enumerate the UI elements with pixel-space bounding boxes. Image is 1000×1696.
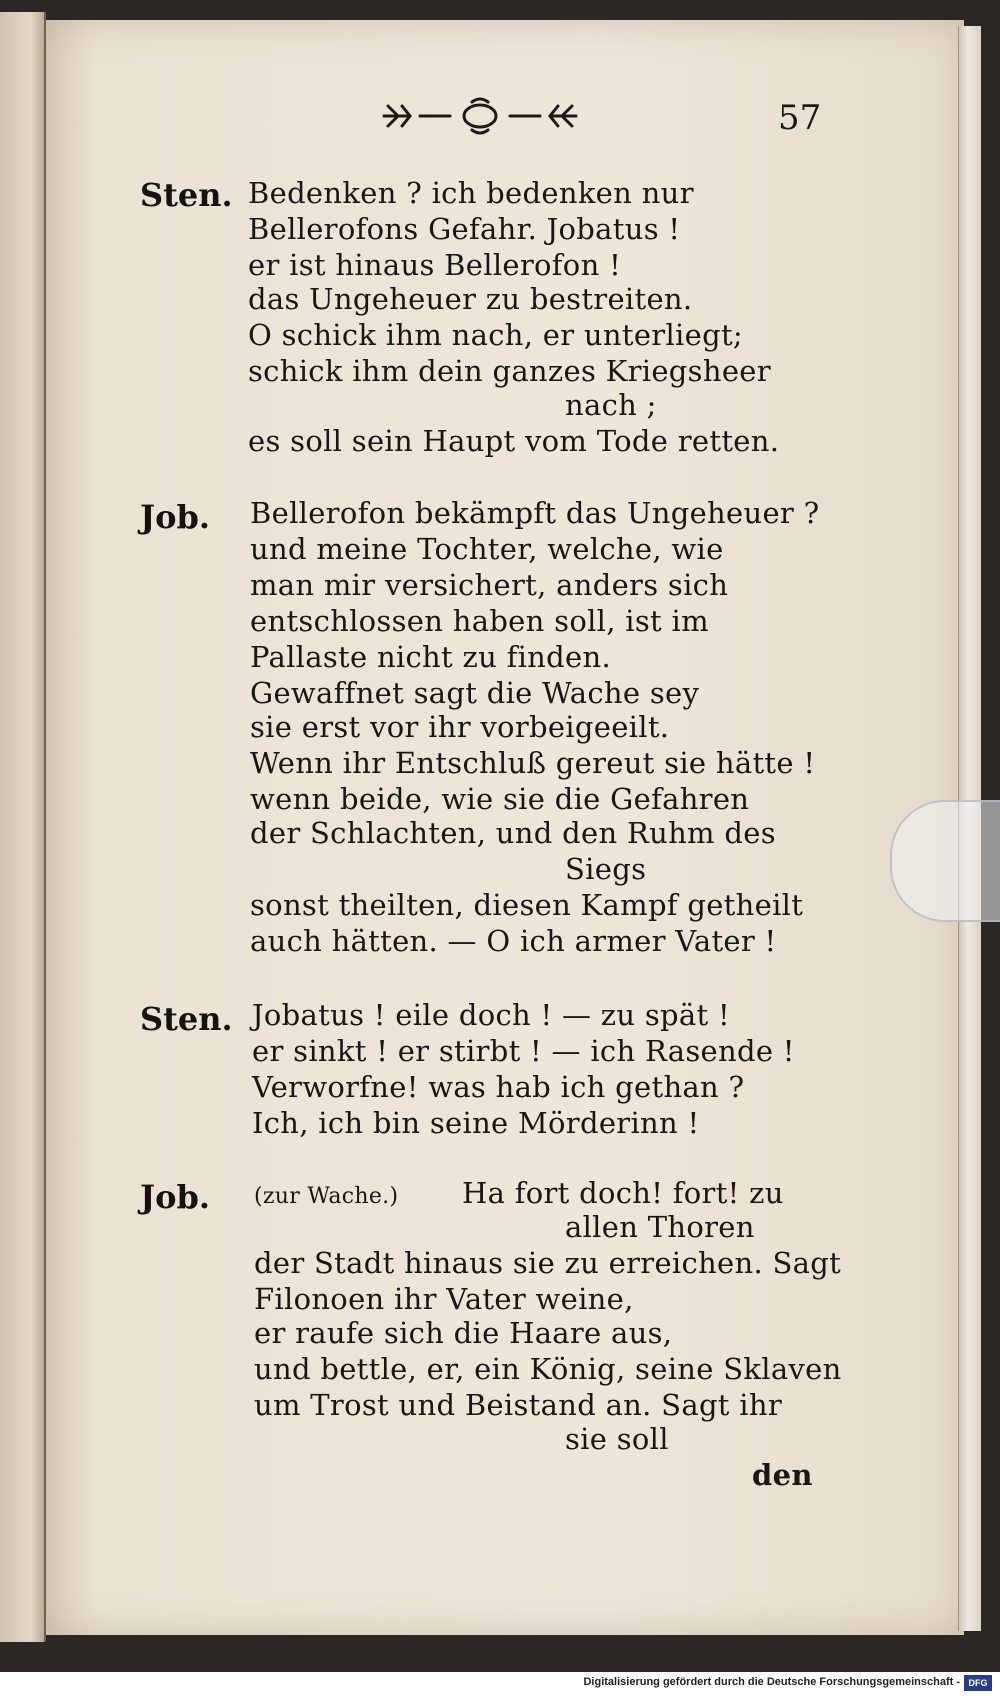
speaker-label: Job.	[140, 498, 210, 536]
dfg-logo-icon: DFG	[964, 1675, 992, 1691]
verse-line: nach ;	[565, 388, 657, 422]
verse-line: Ich, ich bin seine Mörderinn !	[252, 1106, 700, 1140]
verse-line: wenn beide, wie sie die Gefahren	[250, 782, 750, 816]
speaker-label: Sten.	[140, 1000, 233, 1038]
verse-line: auch hätten. — O ich armer Vater !	[250, 924, 777, 958]
page-tab-clip	[890, 800, 1000, 922]
verse-line: Bedenken ? ich bedenken nur	[248, 176, 694, 210]
verse-line: er ist hinaus Bellerofon !	[248, 248, 622, 282]
ornament-icon	[380, 96, 580, 136]
verse-line: man mir versichert, anders sich	[250, 568, 729, 602]
verse-line: Ha fort doch! fort! zu	[462, 1176, 784, 1210]
catchword: den	[752, 1458, 813, 1492]
verse-line: schick ihm dein ganzes Kriegsheer	[248, 354, 771, 388]
verse-line: sie erst vor ihr vorbeigeeilt.	[250, 710, 670, 744]
verse-line: Bellerofon bekämpft das Ungeheuer ?	[250, 496, 820, 530]
footer-bar	[0, 1672, 1000, 1696]
verse-line: um Trost und Beistand an. Sagt ihr	[254, 1388, 782, 1422]
verse-line: er sinkt ! er stirbt ! — ich Rasende !	[252, 1034, 795, 1068]
verse-line: und meine Tochter, welche, wie	[250, 532, 724, 566]
page-number: 57	[778, 98, 822, 138]
verse-line: er raufe sich die Haare aus,	[254, 1316, 673, 1350]
verse-line: der Stadt hinaus sie zu erreichen. Sagt	[254, 1246, 842, 1280]
left-page-edge	[0, 12, 46, 1642]
verse-line: und bettle, er, ein König, seine Sklaven	[254, 1352, 842, 1386]
verse-line: Bellerofons Gefahr. Jobatus !	[248, 212, 681, 246]
stage-direction: (zur Wache.)	[254, 1184, 399, 1209]
verse-line: entschlossen haben soll, ist im	[250, 604, 709, 638]
verse-line: Gewaffnet sagt die Wache sey	[250, 676, 700, 710]
verse-line: Verworfne! was hab ich gethan ?	[252, 1070, 745, 1104]
verse-line: es soll sein Haupt vom Tode retten.	[248, 424, 780, 458]
speaker-label: Job.	[140, 1178, 210, 1216]
verse-line: allen Thoren	[565, 1210, 755, 1244]
footer-credit: Digitalisierung gefördert durch die Deutsche Forschungsgemeinschaft -	[583, 1676, 960, 1688]
speaker-label: Sten.	[140, 176, 233, 214]
verse-line: sie soll	[565, 1422, 669, 1456]
verse-line: Pallaste nicht zu finden.	[250, 640, 611, 674]
verse-line: sonst theilten, diesen Kampf getheilt	[250, 888, 804, 922]
verse-line: der Schlachten, und den Ruhm des	[250, 816, 776, 850]
verse-line: Filonoen ihr Vater weine,	[254, 1282, 634, 1316]
verse-line: Siegs	[565, 852, 647, 886]
verse-line: O schick ihm nach, er unterliegt;	[248, 318, 743, 352]
verse-line: das Ungeheuer zu bestreiten.	[248, 282, 693, 316]
verse-line: Wenn ihr Entschluß gereut sie hätte !	[250, 746, 816, 780]
verse-line: Jobatus ! eile doch ! — zu spät !	[252, 998, 730, 1032]
